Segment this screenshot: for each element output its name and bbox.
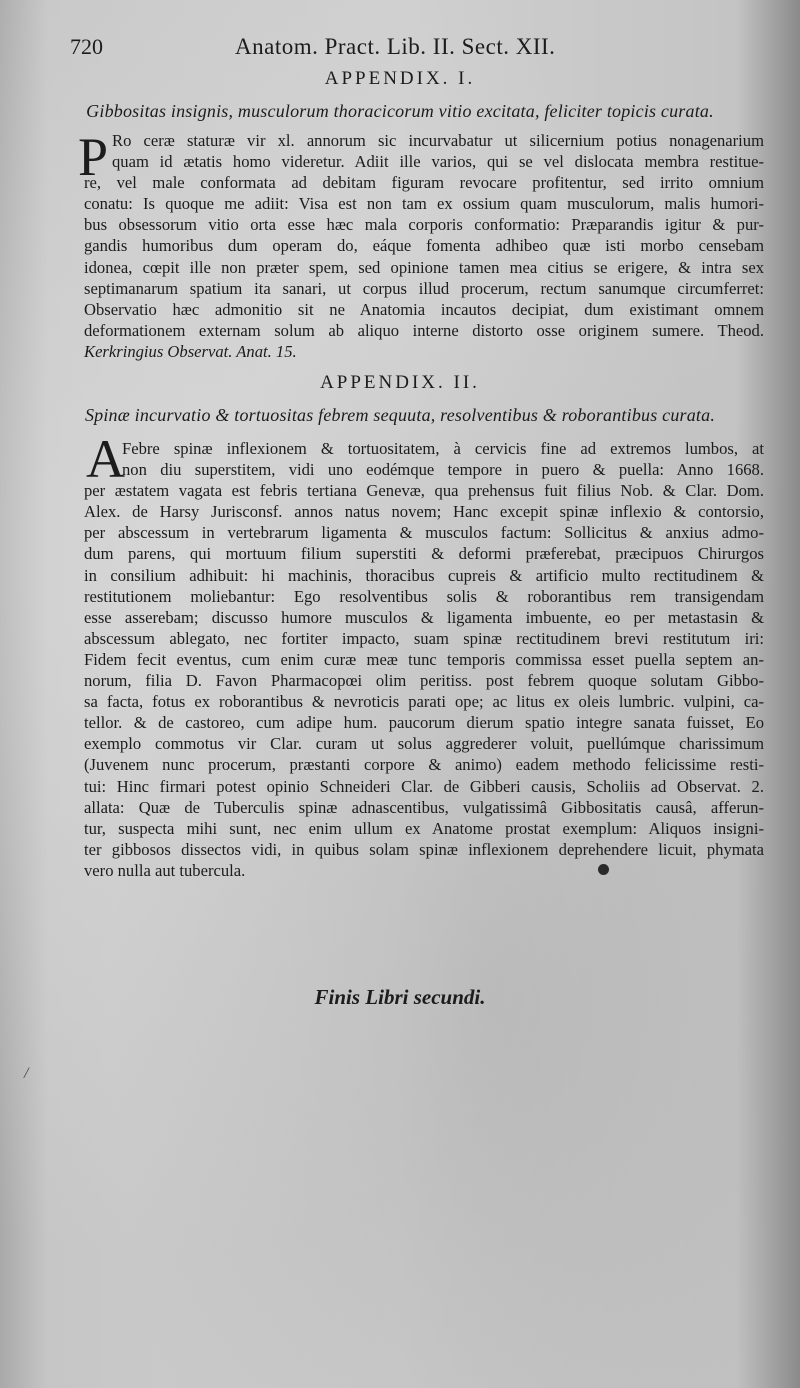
text-line: dum parens, qui mortuum filium superstiti & deformi præferebat, præcipuos Chirurgos [84,544,764,564]
text-line: tur, suspecta mihi sunt, nec enim ullum ex Anatome prostat exemplum: Aliquos insigni- [84,818,764,838]
text-line: norum, filia D. Favon Pharmacopœi olim peritiss. post febrem quoque solutam Gibbo- [84,671,764,691]
show-through-text [140,900,760,1320]
appendix-2-subtitle: Spinæ incurvatio & tortuositas febrem sequuta, resolventibus & roborantibus curata. [84,405,716,425]
appendix-1-body [84,130,764,362]
finis-line: Finis Libri secundi. [314,985,486,1009]
appendix-2-title: APPENDIX. II. [320,372,480,393]
text-line: restitutionem moliebantur: Ego resolventibus solis & roborantibus rem transigendam [84,586,764,606]
text-line: re, vel male conformata ad debitam figuram revocare profitentur, sed irrito omnium [84,173,764,193]
text-line: quam id ætatis homo videretur. Adiit ille varios, qui se vel dislocata membra restitue- [112,152,764,172]
text-line: Febre spinæ inflexionem & tortuositatem, à cervicis fine ad extremos lumbos, at [122,439,764,458]
text-line: esse asserebam; discusso humore musculos & ligamenta imbuente, eo per metastasin & [84,607,764,627]
text-line: abscessum ablegato, nec fortiter impacto, suam spinæ rectitudinem brevi restitutum iri: [84,628,764,648]
text-line: gandis humoribus dum operam do, eáque fomenta adhibeo quæ isti morbo censebam [84,236,764,256]
text-line: Ro ceræ staturæ vir xl. annorum sic incurvabatur ut silicernium potius nonagenarium [112,131,764,150]
text-line: allata: Quæ de Tuberculis spinæ adnascentibus, vulgatissimâ Gibbositatis causâ, afferun- [84,797,764,817]
running-title: Anatom. Pract. Lib. II. Sect. XII. [235,34,556,59]
text-line: ter gibbosos dissectos vidi, in quibus solam spinæ inflexionem deprehendere licuit, phymata [84,839,764,859]
text-line: in consilium adhibuit: hi machinis, thoracibus cupreis & artificio multo rectitudinem & [84,565,764,585]
text-line: (Juvenem nunc procerum, præstanti corpore & animo) eadem methodo felicissime resti- [84,755,764,775]
text-line: deformationem externam solum ab aliquo interne distorto osse originem sumere. Theod. [84,320,764,340]
text-line: tui: Hinc firmari potest opinio Schneideri Clar. de Gibberi causis, Scholiis ad Observat. 2. [84,776,764,796]
text-line: Observatio hæc admonitio sit ne Anatomia incautos decipiat, dum existimant omnem [84,299,764,319]
page-number: 720 [70,34,103,59]
text-line: vero nulla aut tubercula. [84,860,246,880]
page-header [70,34,750,68]
appendix-2-dropcap: A [86,429,125,489]
text-line: sa facta, fotus ex roborantibus & nevroticis parati ope; ac litus ex oleis lumbric. vulpini, ca- [84,692,764,712]
margin-mark: / [24,1065,29,1082]
appendix-1-title: APPENDIX. I. [324,68,476,89]
appendix-2-body [84,438,764,881]
text-line: non diu superstitem, vidi uno eodémque tempore in puero & puella: Anno 1668. [122,460,764,480]
text-line: Alex. de Harsy Jurisconsf. annos natus novem; Hanc excepit spinæ inflexio & contorsio, [84,502,764,522]
text-line: bus obsessorum vitio orta esse hæc mala corporis conformatio: Præparandis igitur & pur- [84,215,764,235]
text-line: septimanarum spatium ita sanari, ut corpus illud procerum, rectum sanumque circumferret: [84,278,764,298]
text-line: idonea, cœpit ille non præter spem, sed opinione tamen mea citius se erigere, & intra sex [84,257,764,277]
text-line: Kerkringius Observat. Anat. 15. [84,341,297,361]
text-line: Fidem fecit eventus, cum enim curæ meæ tunc temporis commissa esset puella septem an- [84,649,764,669]
text-line: tellor. & de castoreo, cum adipe hum. paucorum dierum spatio integre sanata fuisset, Eo [84,713,764,733]
appendix-1-subtitle: Gibbositas insignis, musculorum thoracicorum vitio excitata, feliciter topicis curata. [86,101,714,121]
text-line: per abscessum in vertebrarum ligamenta & musculos factum: Sollicitus & anxius admo- [84,523,764,543]
text-line: exemplo commotus vir Clar. curam ut solus aggrederer voluit, puellúmque charissimum [84,734,764,754]
text-line: conatu: Is quoque me adiit: Visa est non tam ex ossium quam musculorum, malis humori- [84,194,764,214]
text-line: per æstatem vagata est febris tertiana Genevæ, qua prehensus fuit filius Nob. & Clar. Dom. [84,481,764,501]
appendix-1-dropcap: P [78,127,109,187]
ink-blot [598,864,609,875]
